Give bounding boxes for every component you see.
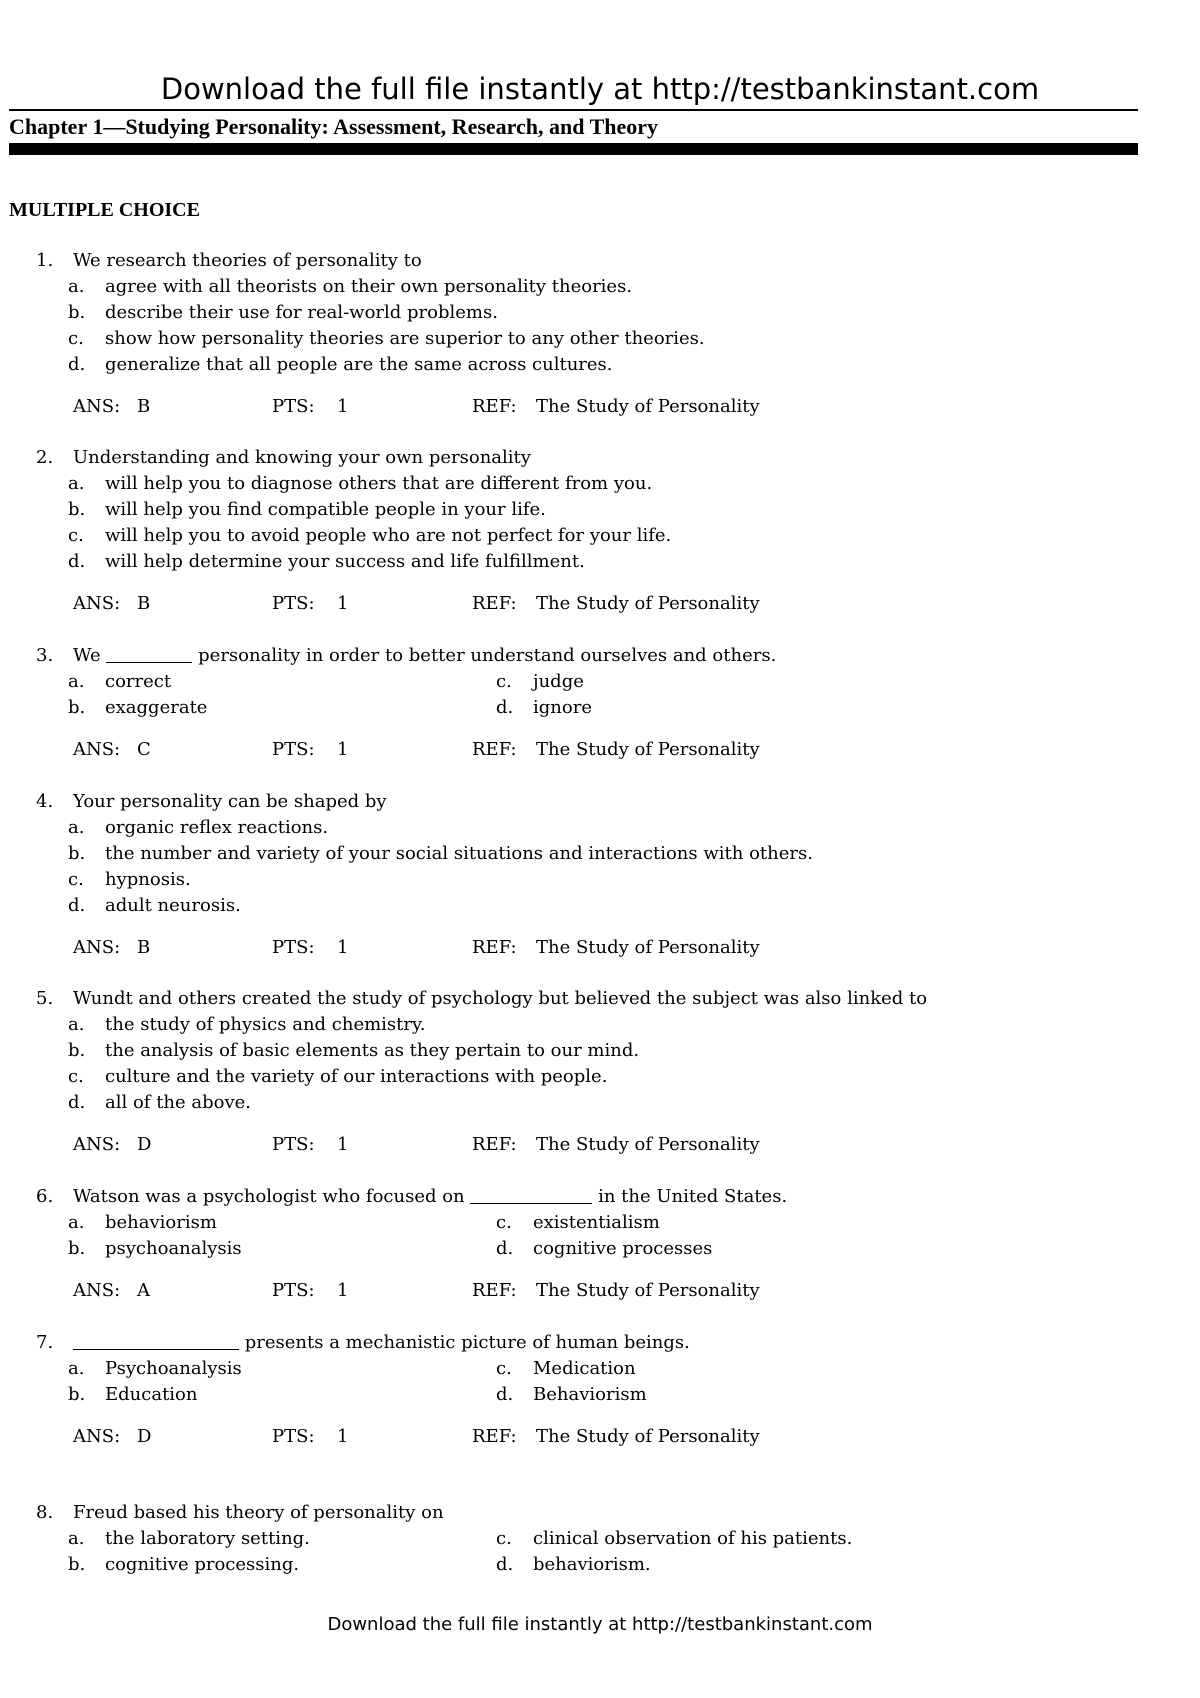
option-text: cognitive processes [533, 1238, 713, 1259]
question-2 [0, 445, 1200, 617]
ref-label: REF: [472, 1280, 517, 1301]
option-letter: c. [68, 328, 84, 349]
option-d [0, 1090, 1200, 1116]
question-stem: Freud based his theory of personality on [73, 1502, 444, 1523]
chapter-title: Chapter 1—Studying Personality: Assessment, Research, and Theory [9, 114, 659, 139]
ans-label: ANS: [73, 1426, 121, 1447]
pts-value: 1 [337, 739, 349, 760]
ref-label: REF: [472, 593, 517, 614]
pts-value: 1 [337, 1134, 349, 1155]
option-letter: d. [496, 697, 514, 718]
option-c [0, 867, 1200, 893]
question-1 [0, 248, 1200, 420]
question-stem [73, 1330, 690, 1356]
option-a [0, 815, 1200, 841]
option-a [0, 471, 1200, 497]
ans-value: D [137, 1134, 152, 1155]
pts-value: 1 [337, 593, 349, 614]
ref-label: REF: [472, 1134, 517, 1155]
option-text: existentialism [533, 1212, 660, 1233]
option-text: Psychoanalysis [105, 1358, 242, 1379]
option-text: adult neurosis. [105, 895, 241, 916]
ref-label: REF: [472, 937, 517, 958]
option-b [0, 300, 1200, 326]
ans-value: B [137, 396, 151, 417]
option-letter: d. [496, 1238, 514, 1259]
option-text: all of the above. [105, 1092, 252, 1113]
option-text: judge [533, 671, 584, 692]
option-letter: a. [68, 276, 85, 297]
question-5 [0, 986, 1200, 1158]
download-banner-bottom: Download the full file instantly at http://testbankinstant.com [327, 1614, 873, 1635]
option-c [0, 326, 1200, 352]
option-text: will help you to diagnose others that are different from you. [105, 473, 653, 494]
option-b [0, 841, 1200, 867]
option-letter: c. [68, 1066, 84, 1087]
option-text: correct [105, 671, 172, 692]
answer-row [0, 591, 1200, 617]
option-c [0, 523, 1200, 549]
option-b [0, 497, 1200, 523]
option-text: Behaviorism [533, 1384, 647, 1405]
section-heading: MULTIPLE CHOICE [9, 199, 200, 221]
option-text: the analysis of basic elements as they pertain to our mind. [105, 1040, 640, 1061]
question-number: 7. [36, 1332, 54, 1353]
option-row-1 [0, 1210, 1200, 1236]
option-text: generalize that all people are the same across cultures. [105, 354, 613, 375]
ans-value: B [137, 937, 151, 958]
stem-text-after: presents a mechanistic picture of human beings. [244, 1332, 690, 1353]
ref-value: The Study of Personality [536, 937, 760, 958]
option-text: will help you find compatible people in your life. [105, 499, 546, 520]
option-a [0, 1012, 1200, 1038]
stem-text-before: Watson was a psychologist who focused on [73, 1186, 465, 1207]
option-letter: c. [496, 671, 512, 692]
option-d [0, 549, 1200, 575]
option-row-2 [0, 695, 1200, 721]
question-number: 1. [36, 250, 54, 271]
option-letter: b. [68, 843, 86, 864]
option-text: describe their use for real-world problems. [105, 302, 498, 323]
pts-label: PTS: [272, 1280, 315, 1301]
pts-label: PTS: [272, 1134, 315, 1155]
pts-label: PTS: [272, 1426, 315, 1447]
option-text: behaviorism [105, 1212, 217, 1233]
option-letter: b. [68, 1384, 86, 1405]
option-text: behaviorism. [533, 1554, 651, 1575]
option-letter: b. [68, 499, 86, 520]
ans-label: ANS: [73, 1280, 121, 1301]
ans-value: C [137, 739, 151, 760]
option-text: ignore [533, 697, 592, 718]
option-letter: b. [68, 1554, 86, 1575]
question-number: 8. [36, 1502, 54, 1523]
option-letter: d. [68, 895, 86, 916]
ref-value: The Study of Personality [536, 1134, 760, 1155]
option-letter: c. [496, 1212, 512, 1233]
option-row-1 [0, 669, 1200, 695]
answer-blank [106, 644, 192, 663]
question-8 [0, 1500, 1200, 1578]
answer-blank [470, 1185, 592, 1204]
pts-label: PTS: [272, 739, 315, 760]
ans-label: ANS: [73, 937, 121, 958]
option-text: psychoanalysis [105, 1238, 242, 1259]
question-stem: Wundt and others created the study of psychology but believed the subject was also linked to [73, 988, 928, 1009]
question-number: 2. [36, 447, 54, 468]
option-row-1 [0, 1356, 1200, 1382]
ref-value: The Study of Personality [536, 1280, 760, 1301]
ref-label: REF: [472, 1426, 517, 1447]
option-b [0, 1038, 1200, 1064]
download-banner-top: Download the full file instantly at http://testbankinstant.com [160, 72, 1040, 106]
answer-blank [73, 1331, 239, 1350]
option-letter: c. [68, 525, 84, 546]
option-letter: a. [68, 1528, 85, 1549]
pts-value: 1 [337, 1426, 349, 1447]
ans-value: B [137, 593, 151, 614]
option-text: will help determine your success and life fulfillment. [105, 551, 585, 572]
option-text: organic reflex reactions. [105, 817, 329, 838]
ref-value: The Study of Personality [536, 739, 760, 760]
question-stem [73, 643, 776, 669]
ans-label: ANS: [73, 1134, 121, 1155]
question-stem: Your personality can be shaped by [73, 791, 387, 812]
option-letter: a. [68, 1358, 85, 1379]
option-text: agree with all theorists on their own personality theories. [105, 276, 633, 297]
question-stem: We research theories of personality to [73, 250, 422, 271]
pts-value: 1 [337, 396, 349, 417]
ref-value: The Study of Personality [536, 396, 760, 417]
question-7 [0, 1330, 1200, 1450]
option-text: exaggerate [105, 697, 208, 718]
option-text: culture and the variety of our interactions with people. [105, 1066, 608, 1087]
ans-label: ANS: [73, 396, 121, 417]
option-text: clinical observation of his patients. [533, 1528, 853, 1549]
stem-text-after: in the United States. [598, 1186, 788, 1207]
option-letter: b. [68, 1238, 86, 1259]
option-c [0, 1064, 1200, 1090]
option-letter: c. [68, 869, 84, 890]
option-d [0, 893, 1200, 919]
question-number: 4. [36, 791, 54, 812]
option-letter: d. [68, 551, 86, 572]
pts-label: PTS: [272, 396, 315, 417]
option-letter: a. [68, 473, 85, 494]
ans-label: ANS: [73, 739, 121, 760]
option-letter: d. [496, 1554, 514, 1575]
option-text: Medication [533, 1358, 636, 1379]
option-letter: c. [496, 1528, 512, 1549]
question-stem: Understanding and knowing your own personality [73, 447, 531, 468]
option-letter: d. [496, 1384, 514, 1405]
question-number: 6. [36, 1186, 54, 1207]
answer-row [0, 1278, 1200, 1304]
ref-label: REF: [472, 396, 517, 417]
option-text: the number and variety of your social situations and interactions with others. [105, 843, 813, 864]
stem-text-before: We [73, 645, 101, 666]
header-rule-thick [9, 143, 1138, 155]
stem-text-after: personality in order to better understand ourselves and others. [198, 645, 777, 666]
ref-value: The Study of Personality [536, 1426, 760, 1447]
answer-row [0, 1424, 1200, 1450]
question-number: 5. [36, 988, 54, 1009]
ans-value: A [137, 1280, 150, 1301]
option-letter: d. [68, 1092, 86, 1113]
answer-row [0, 737, 1200, 763]
option-letter: c. [496, 1358, 512, 1379]
pts-value: 1 [337, 937, 349, 958]
option-a [0, 274, 1200, 300]
option-text: hypnosis. [105, 869, 191, 890]
option-row-2 [0, 1236, 1200, 1262]
option-d [0, 352, 1200, 378]
answer-row [0, 935, 1200, 961]
option-text: Education [105, 1384, 198, 1405]
option-letter: b. [68, 302, 86, 323]
option-letter: a. [68, 1212, 85, 1233]
option-letter: a. [68, 817, 85, 838]
pts-label: PTS: [272, 593, 315, 614]
option-letter: a. [68, 1014, 85, 1035]
ref-value: The Study of Personality [536, 593, 760, 614]
option-text: show how personality theories are superior to any other theories. [105, 328, 705, 349]
question-4 [0, 789, 1200, 961]
ans-value: D [137, 1426, 152, 1447]
ans-label: ANS: [73, 593, 121, 614]
option-text: the study of physics and chemistry. [105, 1014, 426, 1035]
option-letter: d. [68, 354, 86, 375]
pts-value: 1 [337, 1280, 349, 1301]
option-row-1 [0, 1526, 1200, 1552]
option-text: the laboratory setting. [105, 1528, 310, 1549]
question-3 [0, 643, 1200, 763]
pts-label: PTS: [272, 937, 315, 958]
question-number: 3. [36, 645, 54, 666]
option-letter: b. [68, 697, 86, 718]
ref-label: REF: [472, 739, 517, 760]
option-row-2 [0, 1382, 1200, 1408]
question-stem [73, 1184, 787, 1210]
option-row-2 [0, 1552, 1200, 1578]
option-letter: a. [68, 671, 85, 692]
answer-row [0, 394, 1200, 420]
question-6 [0, 1184, 1200, 1304]
option-letter: b. [68, 1040, 86, 1061]
answer-row [0, 1132, 1200, 1158]
option-text: will help you to avoid people who are not perfect for your life. [105, 525, 672, 546]
option-text: cognitive processing. [105, 1554, 300, 1575]
header-rule-thin [9, 109, 1138, 111]
